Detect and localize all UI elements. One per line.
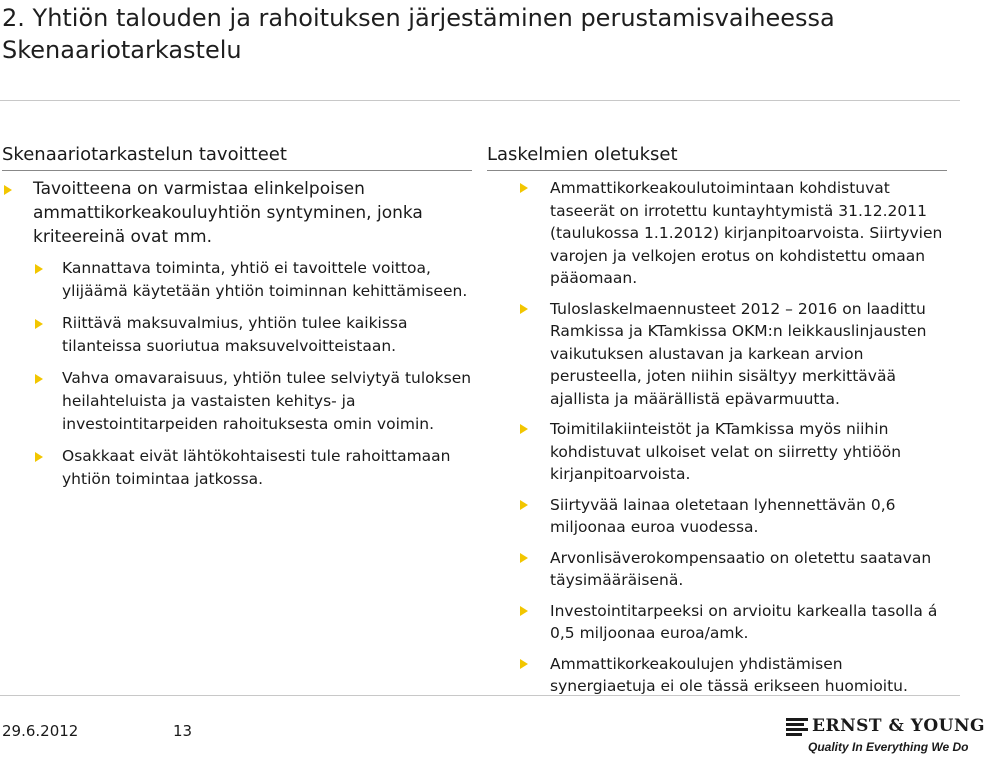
assumption-bullet [487, 547, 947, 592]
right-heading: Laskelmien oletukset [487, 144, 678, 165]
left-heading-underline [2, 170, 472, 171]
logo-wordmark: ERNST & YOUNG [812, 716, 985, 736]
left-column [2, 142, 472, 500]
ernst-young-logo [786, 716, 985, 758]
footer-divider [0, 695, 960, 696]
assumption-text: Arvonlisäverokompensaatio on oletettu saatavan täysimääräisenä. [550, 548, 932, 589]
bullet-triangle-icon [520, 304, 528, 314]
assumption-text: Tuloslaskelmaennusteet 2012 – 2016 on laadittu Ramkissa ja KTamkissa OKM:n leikkauslinjausten vaikutuksen alustavan ja karkean arvion perusteella, joten niihin sisältyy merkittävää ajallista ja määrällistä epävarmuutta. [550, 299, 927, 408]
assumption-text: Investointitarpeeksi on arvioitu karkealla tasolla á 0,5 miljoonaa euroa/amk. [550, 601, 938, 642]
right-bullet-list [487, 177, 947, 698]
assumption-bullet [487, 494, 947, 539]
assumption-text: Toimitilakiinteistöt ja KTamkissa myös niihin kohdistuvat ulkoiset velat on siirretty yhtiöön kirjanpitoarvoista. [550, 420, 902, 483]
sub-bullet-text: Kannattava toiminta, yhtiö ei tavoittele voittoa, ylijäämä käytetään yhtiön toiminnan kehittämiseen. [62, 259, 468, 300]
main-bullet-text: Tavoitteena on varmistaa elinkelpoisen ammattikorkeakouluyhtiön syntyminen, jonka kriteereinä ovat mm. [33, 179, 423, 247]
bullet-triangle-icon [520, 606, 528, 616]
slide-title-line-1: 2. Yhtiön talouden ja rahoituksen järjestäminen perustamisvaiheessa [2, 4, 835, 32]
left-bullet-list [2, 177, 472, 491]
bullet-triangle-icon [35, 319, 43, 329]
assumption-text: Ammattikorkeakoulutoimintaan kohdistuvat taseerät on irrotettu kuntayhtymistä 31.12.2011 (taulukossa 1.1.2012) kirjanpitoarvoista. Siirtyvien varojen ja velkojen erotus on kohdistettu omaan pääomaan. [550, 179, 943, 287]
assumption-text: Siirtyvää lainaa oletetaan lyhennettävän 0,6 miljoonaa euroa vuodessa. [550, 495, 896, 536]
left-heading: Skenaariotarkastelun tavoitteet [2, 144, 287, 165]
bullet-triangle-icon [520, 553, 528, 563]
bullet-triangle-icon [520, 424, 528, 434]
bullet-triangle-icon [4, 185, 12, 195]
bullet-triangle-icon [520, 500, 528, 510]
main-bullet [2, 177, 472, 249]
slide-title-line-2: Skenaariotarkastelu [2, 36, 242, 64]
sub-bullet [2, 257, 472, 303]
assumption-bullet [487, 177, 947, 290]
sub-bullet-text: Vahva omavaraisuus, yhtiön tulee selviytyä tuloksen heilahteluista ja vastaisten kehitys- ja investointitarpeiden rahoituksesta omin voimin. [62, 369, 472, 433]
bullet-triangle-icon [35, 452, 43, 462]
ey-logo-mark-icon [786, 718, 808, 736]
bullet-triangle-icon [520, 183, 528, 193]
sub-bullet-text: Riittävä maksuvalmius, yhtiön tulee kaikissa tilanteissa suoriutua maksuvelvoitteistaan. [62, 314, 408, 355]
sub-bullet [2, 367, 472, 436]
assumption-bullet [487, 418, 947, 486]
assumption-bullet [487, 600, 947, 645]
bullet-triangle-icon [35, 264, 43, 274]
logo-tagline: Quality In Everything We Do [808, 740, 969, 754]
page-number: 13 [173, 722, 193, 740]
assumption-text: Ammattikorkeakoulujen yhdistämisen synergiaetuja ei ole tässä erikseen huomioitu. [550, 654, 908, 695]
assumption-bullet [487, 653, 947, 698]
right-column [487, 142, 947, 706]
sub-bullet [2, 445, 472, 491]
title-divider [0, 100, 960, 101]
slide-title [2, 2, 835, 66]
sub-bullet [2, 312, 472, 358]
sub-bullet-text: Osakkaat eivät lähtökohtaisesti tule rahoittamaan yhtiön toimintaa jatkossa. [62, 447, 451, 488]
bullet-triangle-icon [35, 374, 43, 384]
assumption-bullet [487, 298, 947, 411]
right-heading-underline [487, 170, 947, 171]
bullet-triangle-icon [520, 659, 528, 669]
footer-date: 29.6.2012 [2, 722, 79, 740]
